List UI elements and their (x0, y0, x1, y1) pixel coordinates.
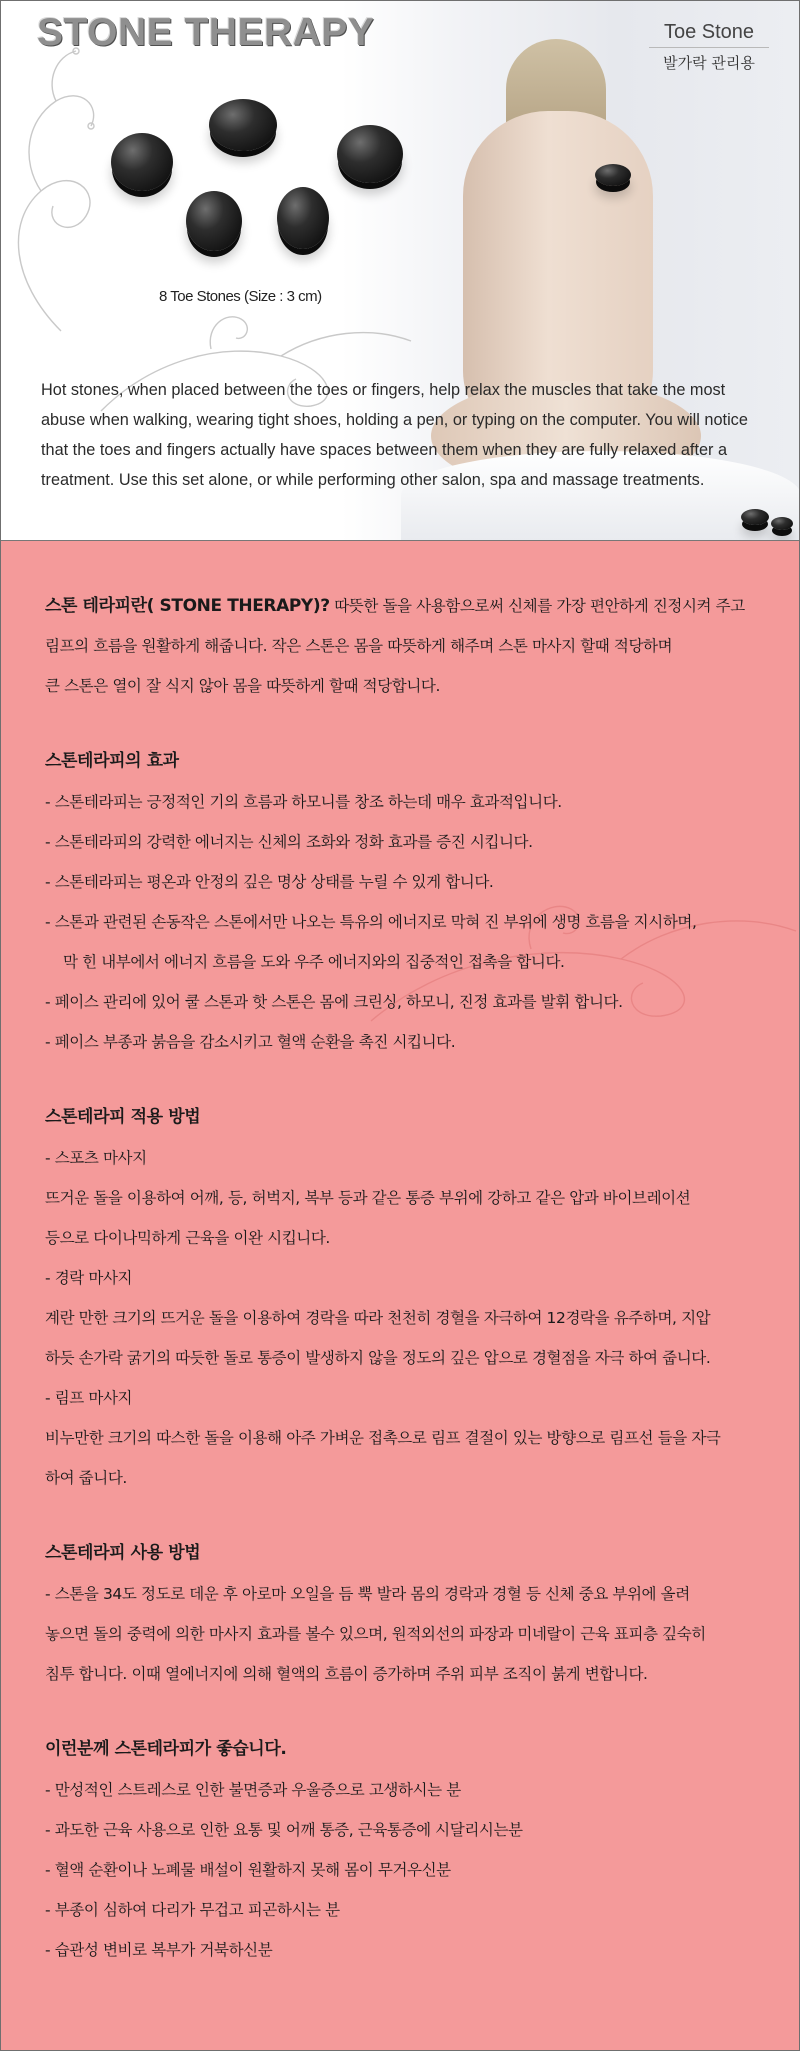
method-text: 등으로 다이나믹하게 근육을 이완 시킵니다. (45, 1229, 330, 1247)
content-panel (1, 540, 799, 2051)
section-heading-effects: 스톤테라피의 효과 (45, 751, 179, 771)
intro-line (45, 586, 765, 626)
content-body (45, 586, 765, 1970)
recommended-item: - 혈액 순환이나 노폐물 배설이 원활하지 못해 몸이 무거우신분 (45, 1861, 451, 1879)
page-title: STONE THERAPY (37, 11, 375, 54)
method-subheading: - 스포츠 마사지 (45, 1149, 147, 1167)
stones-caption: 8 Toe Stones (Size : 3 cm) (159, 288, 322, 305)
method-text: 하듯 손가락 굵기의 따듯한 돌로 통증이 발생하지 않을 정도의 깊은 압으로 경혈점을 자극 하여 줍니다. (45, 1349, 711, 1367)
effect-item: - 스톤테라피는 긍정적인 기의 흐름과 하모니를 창조 하는데 매우 효과적입니다. (45, 793, 562, 811)
method-subheading: - 경락 마사지 (45, 1269, 133, 1287)
usage-text: 침투 합니다. 이때 열에너지에 의해 혈액의 흐름이 증가하며 주위 피부 조직이 붉게 변합니다. (45, 1665, 648, 1683)
floral-swirl-ornament (1, 41, 121, 341)
recommended-item: - 부종이 심하여 다리가 무겁고 피곤하시는 분 (45, 1901, 340, 1919)
effect-item: - 스톤테라피는 평온과 안정의 깊은 명상 상태를 누릴 수 있게 합니다. (45, 873, 494, 891)
intro-line-2: 림프의 흐름을 원활하게 해줍니다. 작은 스톤은 몸을 따뜻하게 해주며 스톤 마사지 할때 적당하며 (45, 637, 673, 655)
product-description: Hot stones, when placed between the toes or fingers, help relax the muscles that take the most abuse when walking, wearing tight shoes, holding a pen, or typing on the computer. You will notice that the toes and fingers actually have spaces between them when they are fully relaxed after a treatment. Use this set alone, or while performing other salon, spa and massage treatments. (41, 381, 748, 489)
effect-item: - 페이스 관리에 있어 쿨 스톤과 핫 스톤은 몸에 크린싱, 하모니, 진정 효과를 발휘 합니다. (45, 993, 623, 1011)
effect-item: - 스톤과 관련된 손동작은 스톤에서만 나오는 특유의 에너지로 막혀 진 부위에 생명 흐름을 지시하며, (45, 913, 697, 931)
method-text: 하여 줍니다. (45, 1469, 127, 1487)
method-text: 뜨거운 돌을 이용하여 어깨, 등, 허벅지, 복부 등과 같은 통증 부위에 강하고 같은 압과 바이브레이션 (45, 1189, 691, 1207)
toe-stone (277, 187, 329, 249)
stone-on-towel (771, 517, 793, 530)
stone-on-towel (741, 509, 769, 525)
stone-on-shoulder (595, 164, 631, 186)
effect-item: - 페이스 부종과 붉음을 감소시키고 혈액 순환을 촉진 시킵니다. (45, 1033, 456, 1051)
toe-stone (186, 191, 242, 251)
intro-heading: 스톤 테라피란( STONE THERAPY)? (45, 596, 330, 616)
method-text: 비누만한 크기의 따스한 돌을 이용해 아주 가벼운 접촉으로 림프 결절이 있는 방향으로 림프선 들을 자극 (45, 1429, 721, 1447)
intro-line-1: 따뜻한 돌을 사용함으로써 신체를 가장 편안하게 진정시켜 주고 (329, 597, 745, 615)
recommended-item: - 과도한 근육 사용으로 인한 요통 및 어깨 통증, 근육통증에 시달리시는분 (45, 1821, 523, 1839)
badge-korean-label: 발가락 관리용 (663, 54, 755, 72)
method-subheading: - 림프 마사지 (45, 1389, 133, 1407)
hero-banner (1, 1, 799, 540)
toe-stone (111, 133, 173, 191)
product-badge (649, 21, 769, 73)
toe-stone (337, 125, 403, 183)
recommended-item: - 습관성 변비로 복부가 거북하신분 (45, 1941, 273, 1959)
section-heading-usage: 스톤테라피 사용 방법 (45, 1543, 201, 1563)
toe-stone (209, 99, 277, 151)
section-heading-recommended: 이런분께 스톤테라피가 좋습니다. (45, 1739, 287, 1759)
usage-text: 놓으면 돌의 중력에 의한 마사지 효과를 볼수 있으며, 원적외선의 파장과 미네랄이 근육 표피층 깊숙히 (45, 1625, 706, 1643)
method-text: 계란 만한 크기의 뜨거운 돌을 이용하여 경락을 따라 천천히 경혈을 자극하여 12경락을 유주하며, 지압 (45, 1309, 711, 1327)
intro-line-3: 큰 스톤은 열이 잘 식지 않아 몸을 따뜻하게 할때 적당합니다. (45, 677, 441, 695)
section-heading-methods: 스톤테라피 적용 방법 (45, 1107, 201, 1127)
effect-item-continued: 막 힌 내부에서 에너지 흐름을 도와 우주 에너지와의 집중적인 접촉을 합니다. (63, 953, 565, 971)
usage-text: - 스톤을 34도 정도로 데운 후 아로마 오일을 듬 뿍 발라 몸의 경락과 경혈 등 신체 중요 부위에 올려 (45, 1585, 690, 1603)
effect-item: - 스톤테라피의 강력한 에너지는 신체의 조화와 정화 효과를 증진 시킵니다. (45, 833, 533, 851)
recommended-item: - 만성적인 스트레스로 인한 불면증과 우울증으로 고생하시는 분 (45, 1781, 461, 1799)
badge-english-label: Toe Stone (649, 21, 769, 48)
